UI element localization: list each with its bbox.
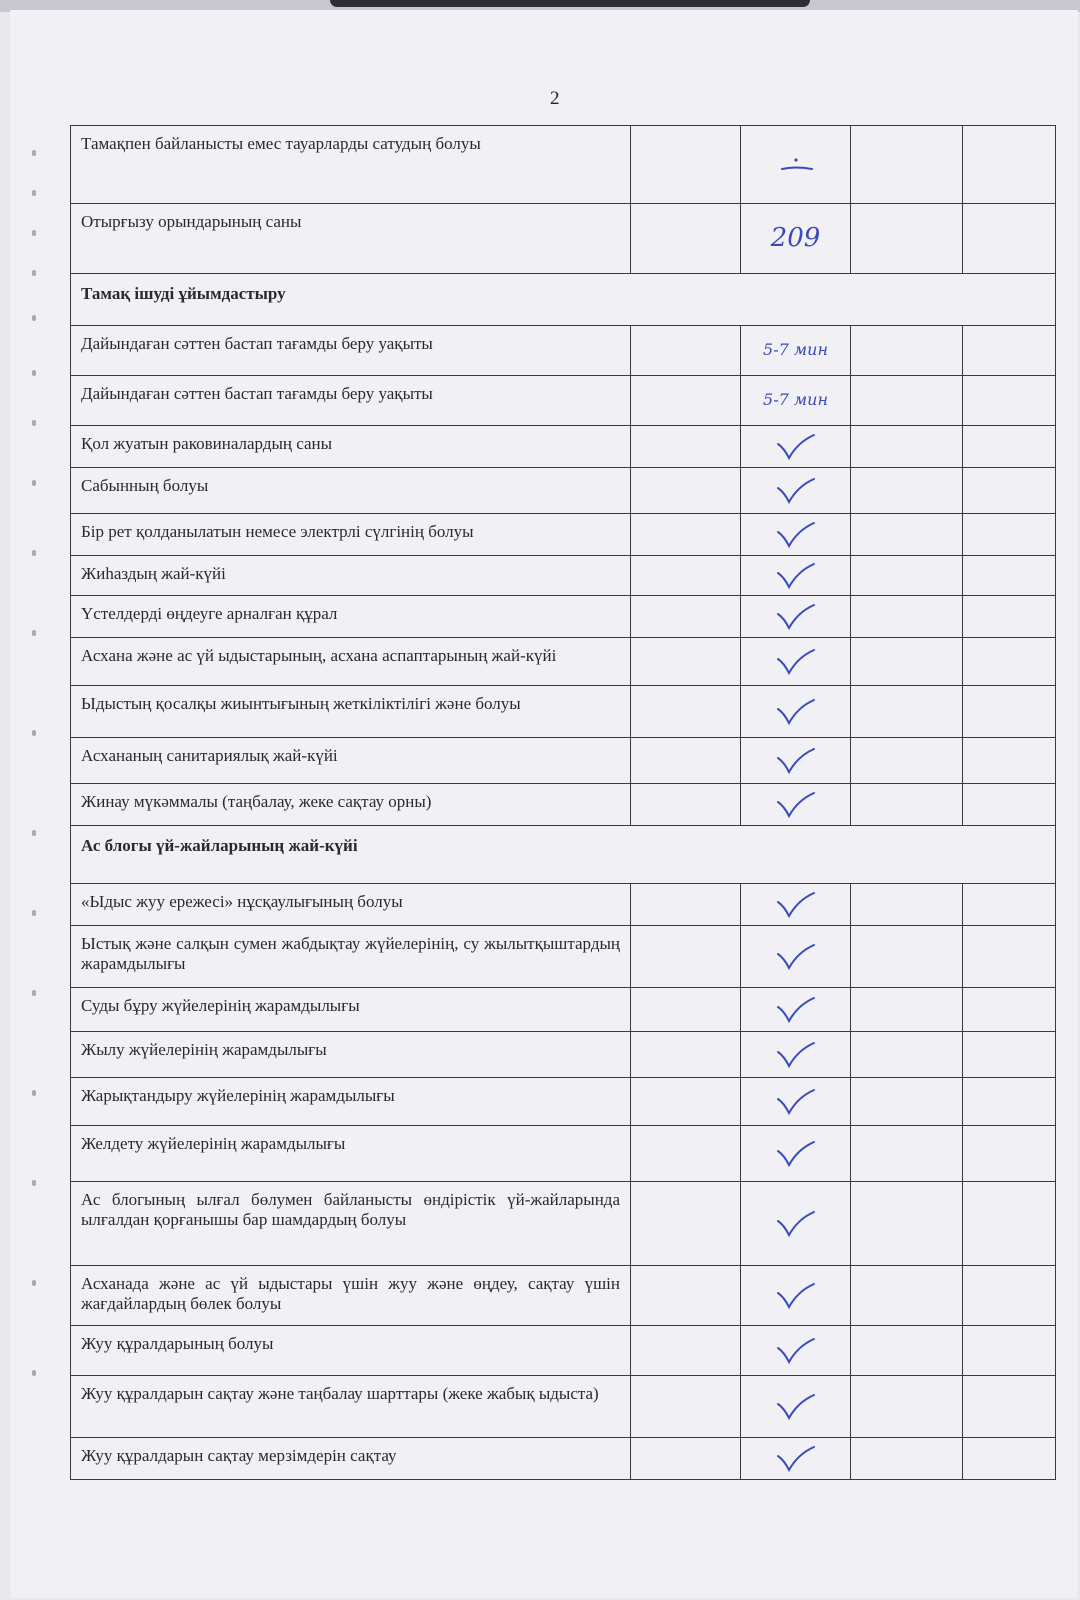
inspection-table-wrapper — [70, 125, 1055, 1480]
checkmark-icon — [774, 1087, 818, 1117]
empty-cell — [851, 514, 963, 556]
checklist-row — [71, 1326, 1056, 1376]
assessment-mark-cell — [741, 426, 851, 468]
checkmark-icon — [774, 602, 818, 632]
empty-cell — [851, 596, 963, 638]
empty-cell — [851, 204, 963, 274]
assessment-mark-cell — [741, 1326, 851, 1376]
empty-cell — [851, 738, 963, 784]
assessment-mark-cell — [741, 638, 851, 686]
empty-cell — [851, 326, 963, 376]
page-number: 2 — [550, 88, 560, 109]
empty-cell — [851, 1438, 963, 1480]
criterion-label: Жиһаздың жай-күйі — [71, 556, 631, 596]
empty-cell — [631, 1326, 741, 1376]
empty-cell — [963, 376, 1056, 426]
section-heading: Ас блогы үй-жайларының жай-күйі — [71, 826, 1056, 884]
assessment-mark-cell — [741, 738, 851, 784]
criterion-label: Ас блогының ылғал бөлумен байланысты өндірістік үй-жайларында ылғалдан қорғанышы бар шамдардың болуы — [71, 1182, 631, 1266]
criterion-label: Бір рет қолданылатын немесе электрлі сүлгінің болуы — [71, 514, 631, 556]
criterion-label: Жуу құралдарын сақтау мерзімдерін сақтау — [71, 1438, 631, 1480]
empty-cell — [631, 638, 741, 686]
criterion-label: Жинау мүкәммалы (таңбалау, жеке сақтау орны) — [71, 784, 631, 826]
checkmark-icon — [774, 476, 818, 506]
assessment-mark-cell — [741, 1182, 851, 1266]
assessment-mark-cell — [741, 514, 851, 556]
empty-cell — [851, 1032, 963, 1078]
empty-cell — [963, 596, 1056, 638]
criterion-label: Асхана және ас үй ыдыстарының, асхана аспаптарының жай-күйі — [71, 638, 631, 686]
assessment-mark-cell — [741, 376, 851, 426]
checklist-row — [71, 126, 1056, 204]
empty-cell — [631, 1126, 741, 1182]
empty-cell — [851, 1376, 963, 1438]
empty-cell — [851, 988, 963, 1032]
empty-cell — [631, 884, 741, 926]
checklist-row — [71, 556, 1056, 596]
empty-cell — [963, 204, 1056, 274]
checkmark-icon — [774, 995, 818, 1025]
assessment-mark-cell — [741, 126, 851, 204]
checklist-row — [71, 204, 1056, 274]
checkmark-icon — [774, 942, 818, 972]
assessment-mark-cell — [741, 884, 851, 926]
empty-cell — [851, 926, 963, 988]
empty-cell — [851, 556, 963, 596]
assessment-mark-cell — [741, 784, 851, 826]
checklist-row — [71, 468, 1056, 514]
checkmark-icon — [774, 1444, 818, 1474]
criterion-label: Желдету жүйелерінің жарамдылығы — [71, 1126, 631, 1182]
empty-cell — [631, 1078, 741, 1126]
criterion-label: Жуу құралдарын сақтау және таңбалау шарттары (жеке жабық ыдыста) — [71, 1376, 631, 1438]
empty-cell — [851, 1126, 963, 1182]
checkmark-icon — [774, 790, 818, 820]
checklist-row — [71, 1438, 1056, 1480]
empty-cell — [963, 426, 1056, 468]
assessment-mark-cell — [741, 1126, 851, 1182]
assessment-mark-cell — [741, 1376, 851, 1438]
assessment-mark-cell — [741, 468, 851, 514]
empty-cell — [851, 468, 963, 514]
section-heading: Тамақ ішуді ұйымдастыру — [71, 274, 1056, 326]
empty-cell — [851, 1326, 963, 1376]
assessment-mark-cell — [741, 204, 851, 274]
empty-cell — [963, 1376, 1056, 1438]
checkmark-icon — [774, 432, 818, 462]
checklist-body — [71, 126, 1056, 1480]
checklist-row — [71, 784, 1056, 826]
empty-cell — [963, 126, 1056, 204]
empty-cell — [963, 556, 1056, 596]
criterion-label: Ыстық және салқын сумен жабдықтау жүйелерінің, су жылытқыштардың жарамдылығы — [71, 926, 631, 988]
empty-cell — [631, 784, 741, 826]
checklist-row — [71, 926, 1056, 988]
empty-cell — [963, 1326, 1056, 1376]
empty-cell — [631, 126, 741, 204]
assessment-mark-cell — [741, 926, 851, 988]
checkmark-icon — [774, 647, 818, 677]
checklist-row — [71, 426, 1056, 468]
empty-cell — [963, 1438, 1056, 1480]
empty-cell — [963, 1266, 1056, 1326]
handwritten-value: 209 — [770, 222, 821, 253]
checkmark-icon — [774, 1209, 818, 1239]
empty-cell — [963, 926, 1056, 988]
empty-cell — [631, 326, 741, 376]
empty-cell — [851, 1078, 963, 1126]
criterion-label: Суды бұру жүйелерінің жарамдылығы — [71, 988, 631, 1032]
checklist-row — [71, 988, 1056, 1032]
criterion-label: Асхананың санитариялық жай-күйі — [71, 738, 631, 784]
checkmark-icon — [774, 890, 818, 920]
empty-cell — [963, 1126, 1056, 1182]
criterion-label: «Ыдыс жуу ережесі» нұсқаулығының болуы — [71, 884, 631, 926]
assessment-mark-cell — [741, 686, 851, 738]
criterion-label: Дайындаған сәттен бастап тағамды беру уақыты — [71, 326, 631, 376]
inspection-checklist-table — [70, 125, 1056, 1480]
checklist-row — [71, 738, 1056, 784]
checklist-row — [71, 1078, 1056, 1126]
empty-cell — [851, 1266, 963, 1326]
section-row — [71, 274, 1056, 326]
empty-cell — [963, 988, 1056, 1032]
checkmark-icon — [774, 561, 818, 591]
empty-cell — [631, 686, 741, 738]
assessment-mark-cell — [741, 556, 851, 596]
empty-cell — [631, 926, 741, 988]
handwritten-value: 5-7 мин — [763, 340, 828, 360]
empty-cell — [851, 638, 963, 686]
empty-cell — [631, 1376, 741, 1438]
criterion-label: Жуу құралдарының болуы — [71, 1326, 631, 1376]
empty-cell — [963, 1032, 1056, 1078]
criterion-label: Сабынның болуы — [71, 468, 631, 514]
checklist-row — [71, 326, 1056, 376]
binding-holes — [32, 130, 52, 1530]
empty-cell — [631, 1182, 741, 1266]
criterion-label: Жылу жүйелерінің жарамдылығы — [71, 1032, 631, 1078]
empty-cell — [631, 468, 741, 514]
checkmark-icon — [774, 1040, 818, 1070]
checklist-row — [71, 1266, 1056, 1326]
criterion-label: Тамақпен байланысты емес тауарларды сатудың болуы — [71, 126, 631, 204]
empty-cell — [963, 468, 1056, 514]
assessment-mark-cell — [741, 988, 851, 1032]
section-row — [71, 826, 1056, 884]
empty-cell — [631, 596, 741, 638]
checklist-row — [71, 376, 1056, 426]
criterion-label: Ыдыстың қосалқы жиынтығының жеткіліктілігі және болуы — [71, 686, 631, 738]
assessment-mark-cell — [741, 1266, 851, 1326]
checkmark-icon — [774, 1392, 818, 1422]
assessment-mark-cell — [741, 1032, 851, 1078]
empty-cell — [963, 326, 1056, 376]
empty-cell — [631, 1032, 741, 1078]
empty-cell — [963, 884, 1056, 926]
empty-cell — [631, 988, 741, 1032]
criterion-label: Қол жуатын раковиналардың саны — [71, 426, 631, 468]
checkmark-icon — [774, 746, 818, 776]
checklist-row — [71, 1376, 1056, 1438]
empty-cell — [851, 884, 963, 926]
checklist-row — [71, 514, 1056, 556]
empty-cell — [963, 514, 1056, 556]
checkmark-icon — [774, 1139, 818, 1169]
checklist-row — [71, 596, 1056, 638]
criterion-label: Асханада және ас үй ыдыстары үшін жуу және өңдеу, сақтау үшін жағдайлардың бөлек болуы — [71, 1266, 631, 1326]
empty-cell — [631, 1438, 741, 1480]
empty-cell — [963, 1078, 1056, 1126]
empty-cell — [963, 784, 1056, 826]
checkmark-icon — [774, 1281, 818, 1311]
checklist-row — [71, 1126, 1056, 1182]
criterion-label: Дайындаған сәттен бастап тағамды беру уақыты — [71, 376, 631, 426]
empty-cell — [631, 426, 741, 468]
assessment-mark-cell — [741, 1438, 851, 1480]
empty-cell — [631, 514, 741, 556]
empty-cell — [851, 1182, 963, 1266]
empty-cell — [631, 556, 741, 596]
empty-cell — [631, 1266, 741, 1326]
empty-cell — [963, 686, 1056, 738]
empty-cell — [963, 1182, 1056, 1266]
checkmark-icon — [774, 1336, 818, 1366]
assessment-mark-cell — [741, 596, 851, 638]
criterion-label: Отырғызу орындарының саны — [71, 204, 631, 274]
checklist-row — [71, 638, 1056, 686]
empty-cell — [851, 376, 963, 426]
checkmark-icon — [774, 520, 818, 550]
empty-cell — [851, 686, 963, 738]
checklist-row — [71, 1182, 1056, 1266]
handwritten-value: 5-7 мин — [763, 390, 828, 410]
assessment-mark-cell — [741, 326, 851, 376]
criterion-label: Жарықтандыру жүйелерінің жарамдылығы — [71, 1078, 631, 1126]
dash-mark-icon — [776, 153, 816, 177]
checklist-row — [71, 884, 1056, 926]
empty-cell — [963, 738, 1056, 784]
photo-shadow — [330, 0, 810, 7]
empty-cell — [851, 784, 963, 826]
empty-cell — [851, 126, 963, 204]
assessment-mark-cell — [741, 1078, 851, 1126]
empty-cell — [963, 638, 1056, 686]
criterion-label: Үстелдерді өңдеуге арналған құрал — [71, 596, 631, 638]
checkmark-icon — [774, 697, 818, 727]
empty-cell — [851, 426, 963, 468]
checklist-row — [71, 1032, 1056, 1078]
empty-cell — [631, 204, 741, 274]
empty-cell — [631, 738, 741, 784]
checklist-row — [71, 686, 1056, 738]
empty-cell — [631, 376, 741, 426]
